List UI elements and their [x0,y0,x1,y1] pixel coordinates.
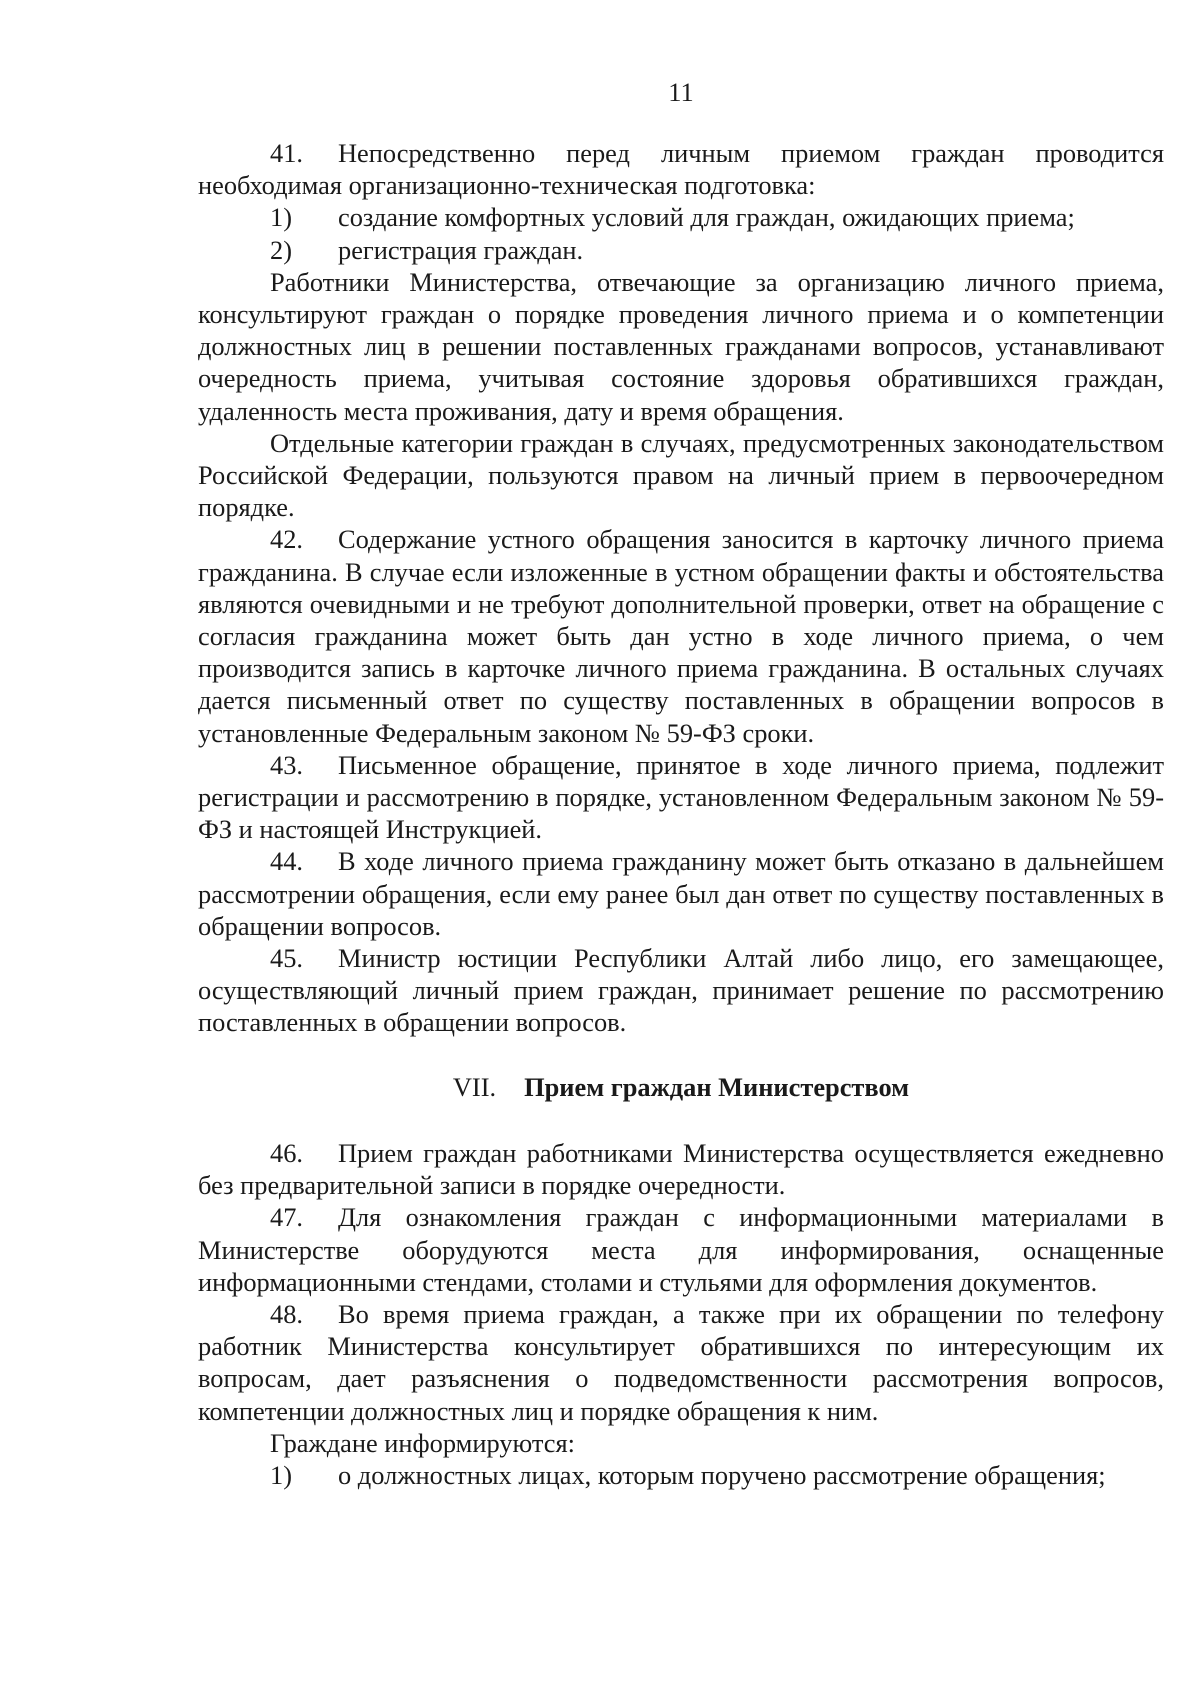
item-number: 41. [270,138,303,168]
paragraph: Работники Министерства, отвечающие за организацию личного приема, консультируют граждан о порядке проведения личного приема и о компетенции должностных лиц в решении поставленных гражданами вопросов, устанавливают очередность приема, учитывая состояние здоровья обратившихся граждан, удаленность места проживания, дату и время обращения. [198,266,1164,426]
paragraph-47 [198,1201,1164,1298]
paragraph-43 [198,749,1164,846]
document-body [198,137,1164,1491]
item-text: Содержание устного обращения заносится в карточку личного приема гражданина. В случае если изложенные в устном обращении факты и обстоятельства являются очевидными и не требуют дополнительной проверки, ответ на обращение с согласия гражданина может быть дан устно в ходе личного приема, о чем производится запись в карточке личного приема гражданина. В остальных случаях дается письменный ответ по существу поставленных в обращении вопросов в установленные Федеральным законом № 59-ФЗ сроки. [198,524,1164,748]
item-number: 47. [270,1202,303,1233]
item-text: регистрация граждан. [338,234,584,265]
item-text: Непосредственно перед личным приемом граждан проводится необходимая организационно-техническая подготовка: [198,138,1164,201]
paragraph-44 [198,845,1164,942]
item-text: Письменное обращение, принятое в ходе личного приема, подлежит регистрации и рассмотрению в порядке, установленном Федеральным законом № 59-ФЗ и настоящей Инструкцией. [198,749,1164,845]
paragraph-46 [198,1137,1164,1201]
item-number: 1) [270,202,292,233]
section-number: VII. [452,1071,497,1102]
item-number: 48. [270,1298,303,1329]
item-number: 42. [270,524,303,555]
list-item [198,201,1164,233]
section-title: Прием граждан Министерством [524,1071,910,1102]
item-number: 43. [270,749,303,780]
list-item [198,1459,1164,1491]
paragraph-42 [198,523,1164,748]
item-text: Для ознакомления граждан с информационными материалами в Министерстве оборудуются места для информирования, оснащенные информационными стендами, столами и стульями для оформления документов. [198,1202,1164,1297]
item-number: 2) [270,234,292,265]
item-number: 44. [270,846,303,877]
paragraph-45 [198,942,1164,1039]
paragraph-48 [198,1298,1164,1427]
list-item [198,234,1164,266]
paragraph: Граждане информируются: [270,1427,575,1458]
paragraph-41 [198,137,1164,201]
item-number: 1) [270,1459,292,1490]
item-number: 45. [270,943,303,974]
section-heading [198,1071,1164,1103]
item-text: Во время приема граждан, а также при их обращении по телефону работник Министерства консультирует обратившихся по интересующим их вопросам, дает разъяснения о подведомственности рассмотрения вопросов, компетенции должностных лиц и порядке обращения к ним. [198,1298,1164,1426]
item-text: создание комфортных условий для граждан, ожидающих приема; [338,202,1075,233]
item-text: В ходе личного приема гражданину может быть отказано в дальнейшем рассмотрении обращения, если ему ранее был дан ответ по существу поставленных в обращении вопросов. [198,846,1164,941]
page-number: 11 [668,77,694,107]
item-text: Прием граждан работниками Министерства осуществляется ежедневно без предварительной записи в порядке очередности. [198,1137,1164,1201]
item-text: Министр юстиции Республики Алтай либо лицо, его замещающее, осуществляющий личный прием граждан, принимает решение по рассмотрению поставленных в обращении вопросов. [198,943,1164,1038]
item-text: о должностных лицах, которым поручено рассмотрение обращения; [338,1459,1106,1490]
paragraph: Отдельные категории граждан в случаях, предусмотренных законодательством Российской Федерации, пользуются правом на личный прием в первоочередном порядке. [198,427,1164,523]
item-number: 46. [270,1137,303,1168]
